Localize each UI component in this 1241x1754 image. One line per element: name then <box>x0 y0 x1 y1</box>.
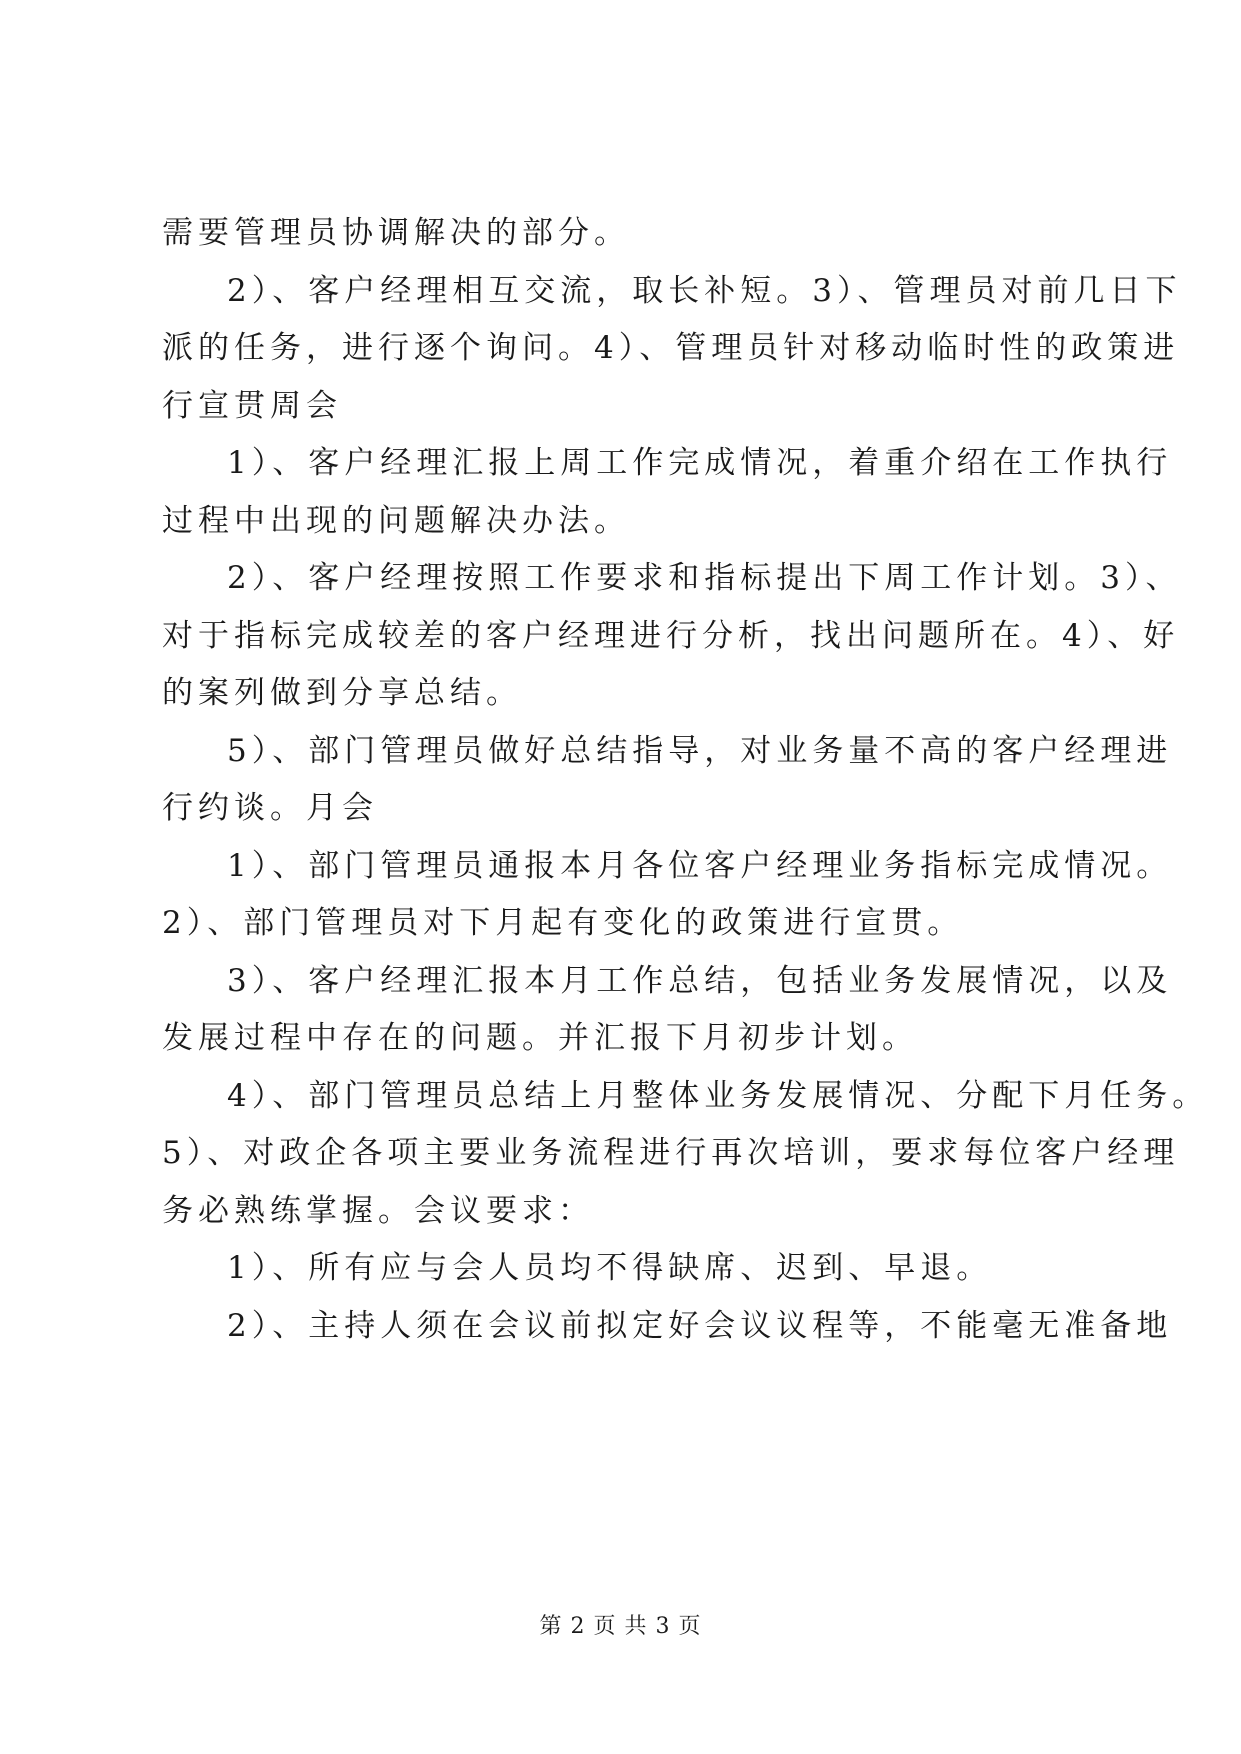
document-body <box>162 205 1209 1355</box>
text-line: 行约谈。月会 <box>162 790 378 826</box>
text-line: 务必熟练掌握。会议要求： <box>162 1192 594 1229</box>
text-line: 5）、部门管理员做好总结指导，对业务量不高的客户经理进 <box>227 732 1173 769</box>
text-line: 行宣贯周会 <box>162 387 342 424</box>
page-number-footer: 第 2 页 共 3 页 <box>539 1614 702 1639</box>
text-line: 发展过程中存在的问题。并汇报下月初步计划。 <box>162 1020 918 1056</box>
text-line: 4）、部门管理员总结上月整体业务发展情况、分配下月任务。 <box>227 1077 1209 1114</box>
text-line: 2）、客户经理按照工作要求和指标提出下周工作计划。3）、 <box>227 560 1182 596</box>
text-line: 1）、所有应与会人员均不得缺席、迟到、早退。 <box>227 1250 993 1286</box>
text-line: 2）、主持人须在会议前拟定好会议议程等，不能毫无准备地 <box>227 1307 1173 1344</box>
text-line: 需要管理员协调解决的部分。 <box>162 215 630 251</box>
text-line: 1）、部门管理员通报本月各位客户经理业务指标完成情况。 <box>227 847 1173 884</box>
text-line: 3）、客户经理汇报本月工作总结，包括业务发展情况，以及 <box>227 962 1173 999</box>
text-line: 2）、客户经理相互交流，取长补短。3）、管理员对前几日下 <box>227 272 1182 309</box>
text-line: 2）、部门管理员对下月起有变化的政策进行宣贯。 <box>162 905 964 941</box>
text-line: 对于指标完成较差的客户经理进行分析，找出问题所在。4）、好 <box>162 617 1180 654</box>
text-line: 过程中出现的问题解决办法。 <box>162 502 630 539</box>
text-line: 1）、客户经理汇报上周工作完成情况，着重介绍在工作执行 <box>227 445 1173 481</box>
text-line: 派的任务，进行逐个询问。4）、管理员针对移动临时性的政策进 <box>162 330 1180 366</box>
text-line: 的案列做到分享总结。 <box>162 675 522 711</box>
text-line: 5）、对政企各项主要业务流程进行再次培训，要求每位客户经理 <box>162 1135 1180 1171</box>
